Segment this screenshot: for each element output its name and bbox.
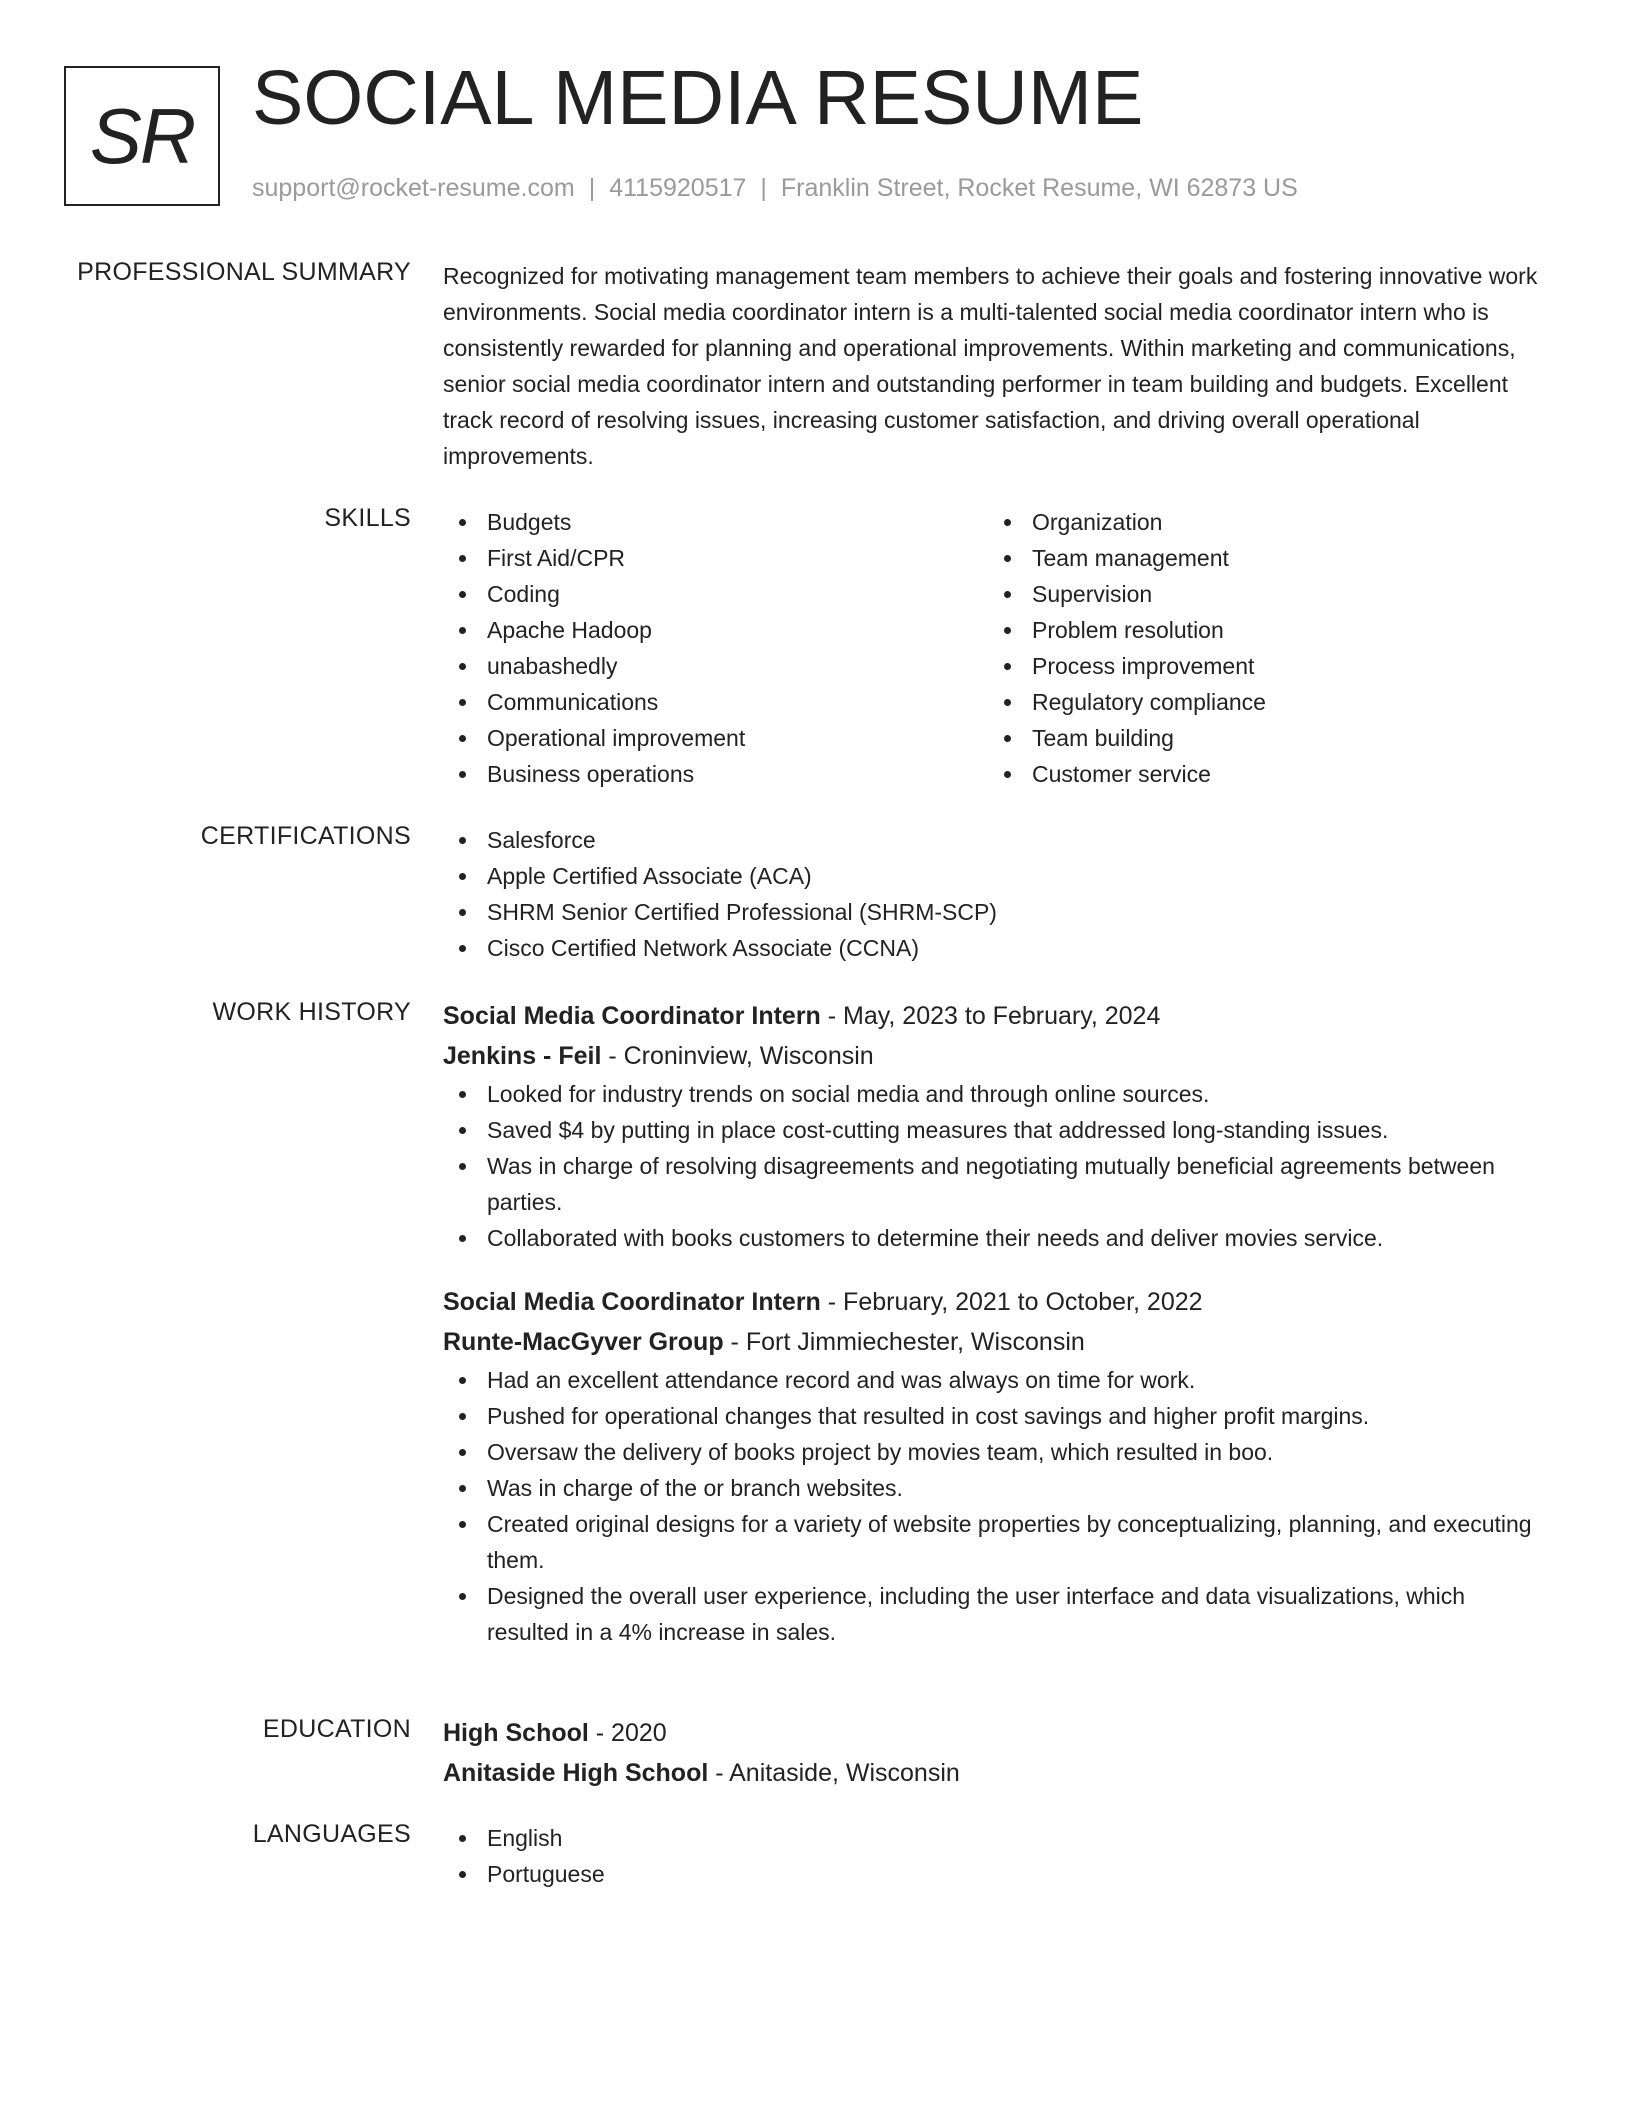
job-dates: - May, 2023 to February, 2024 (820, 1002, 1161, 1030)
list-item: Designed the overall user experience, including the user interface and data visualizations, which resulted in a 4% increase in sales. (443, 1578, 1543, 1650)
list-item: Pushed for operational changes that resulted in cost savings and higher profit margins. (443, 1398, 1543, 1434)
work-history-heading: WORK HISTORY (212, 998, 411, 1026)
resume-title: SOCIAL MEDIA RESUME (252, 55, 1144, 141)
education-location: - Anitaside, Wisconsin (708, 1759, 960, 1787)
education-school: Anitaside High School (443, 1759, 709, 1787)
monogram-initials: SR (89, 91, 195, 180)
summary-text: Recognized for motivating management team members to achieve their goals and fostering innovative work environments. Social media coordinator intern is a multi-talented social media coordinator intern who is consistently rewarded for planning and operational improvements. Within marketing and communications, senior social media coordinator intern and outstanding performer in team building and budgets. Excellent track record of resolving issues, increasing customer satisfaction, and driving overall operational improvements. (443, 263, 1538, 469)
list-item: Budgets (443, 504, 988, 540)
education-degree: High School (443, 1719, 589, 1747)
list-item: Process improvement (988, 648, 1533, 684)
contact-phone: 4115920517 (609, 174, 747, 202)
skills-grid (443, 504, 1543, 792)
job-bullet-list (443, 1362, 1543, 1650)
job-dates: - February, 2021 to October, 2022 (820, 1288, 1203, 1316)
education-heading: EDUCATION (262, 1715, 411, 1743)
list-item: Salesforce (443, 822, 1543, 858)
list-item: Apache Hadoop (443, 612, 988, 648)
job-entry (443, 996, 1543, 1256)
work-history-body (443, 996, 1543, 1650)
list-item: unabashedly (443, 648, 988, 684)
list-item: Operational improvement (443, 720, 988, 756)
education-degree-line (443, 1713, 1543, 1753)
contact-address: Franklin Street, Rocket Resume, WI 62873 US (780, 174, 1298, 202)
job-title-line (443, 996, 1543, 1036)
list-item: Was in charge of resolving disagreements and negotiating mutually beneficial agreements between parties. (443, 1148, 1543, 1220)
education-school-line (443, 1753, 1543, 1793)
job-company: Jenkins - Feil (443, 1042, 602, 1070)
list-item: Team management (988, 540, 1533, 576)
certifications-body (443, 822, 1543, 966)
summary-heading: PROFESSIONAL SUMMARY (77, 258, 411, 286)
list-item: Looked for industry trends on social media and through online sources. (443, 1076, 1543, 1112)
education-body (443, 1713, 1543, 1793)
contact-line (252, 174, 1298, 203)
contact-separator: | (760, 174, 767, 202)
list-item: Team building (988, 720, 1533, 756)
list-item: First Aid/CPR (443, 540, 988, 576)
job-title: Social Media Coordinator Intern (443, 1002, 821, 1030)
summary-body (443, 258, 1553, 474)
list-item: Created original designs for a variety of website properties by conceptualizing, planning, and executing them. (443, 1506, 1543, 1578)
skills-left-list (443, 504, 988, 792)
list-item: Supervision (988, 576, 1533, 612)
list-item: Collaborated with books customers to determine their needs and deliver movies service. (443, 1220, 1543, 1256)
list-item: Apple Certified Associate (ACA) (443, 858, 1543, 894)
list-item: Cisco Certified Network Associate (CCNA) (443, 930, 1543, 966)
job-company-line (443, 1036, 1543, 1076)
skills-right-list (988, 504, 1533, 792)
list-item: Business operations (443, 756, 988, 792)
list-item: Was in charge of the or branch websites. (443, 1470, 1543, 1506)
job-location: - Fort Jimmiechester, Wisconsin (723, 1328, 1085, 1356)
certifications-heading: CERTIFICATIONS (200, 822, 411, 850)
job-company: Runte-MacGyver Group (443, 1328, 724, 1356)
list-item: Organization (988, 504, 1533, 540)
skills-body (443, 504, 1543, 792)
list-item: SHRM Senior Certified Professional (SHRM-SCP) (443, 894, 1543, 930)
list-item: Had an excellent attendance record and was always on time for work. (443, 1362, 1543, 1398)
skills-heading: SKILLS (324, 504, 411, 532)
job-location: - Croninview, Wisconsin (601, 1042, 874, 1070)
list-item: Problem resolution (988, 612, 1533, 648)
job-bullet-list (443, 1076, 1543, 1256)
list-item: Regulatory compliance (988, 684, 1533, 720)
job-title: Social Media Coordinator Intern (443, 1288, 821, 1316)
job-title-line (443, 1282, 1543, 1322)
job-entry (443, 1282, 1543, 1650)
list-item: Coding (443, 576, 988, 612)
list-item: English (443, 1820, 1543, 1856)
languages-list (443, 1820, 1543, 1892)
list-item: Communications (443, 684, 988, 720)
education-year: - 2020 (588, 1719, 667, 1747)
list-item: Saved $4 by putting in place cost-cutting measures that addressed long-standing issues. (443, 1112, 1543, 1148)
list-item: Portuguese (443, 1856, 1543, 1892)
languages-heading: LANGUAGES (252, 1820, 411, 1848)
contact-separator: | (588, 174, 596, 202)
certifications-list (443, 822, 1543, 966)
job-company-line (443, 1322, 1543, 1362)
list-item: Customer service (988, 756, 1533, 792)
contact-email: support@rocket-resume.com (252, 174, 575, 202)
languages-body (443, 1820, 1543, 1892)
monogram-logo (64, 66, 220, 206)
list-item: Oversaw the delivery of books project by movies team, which resulted in boo. (443, 1434, 1543, 1470)
